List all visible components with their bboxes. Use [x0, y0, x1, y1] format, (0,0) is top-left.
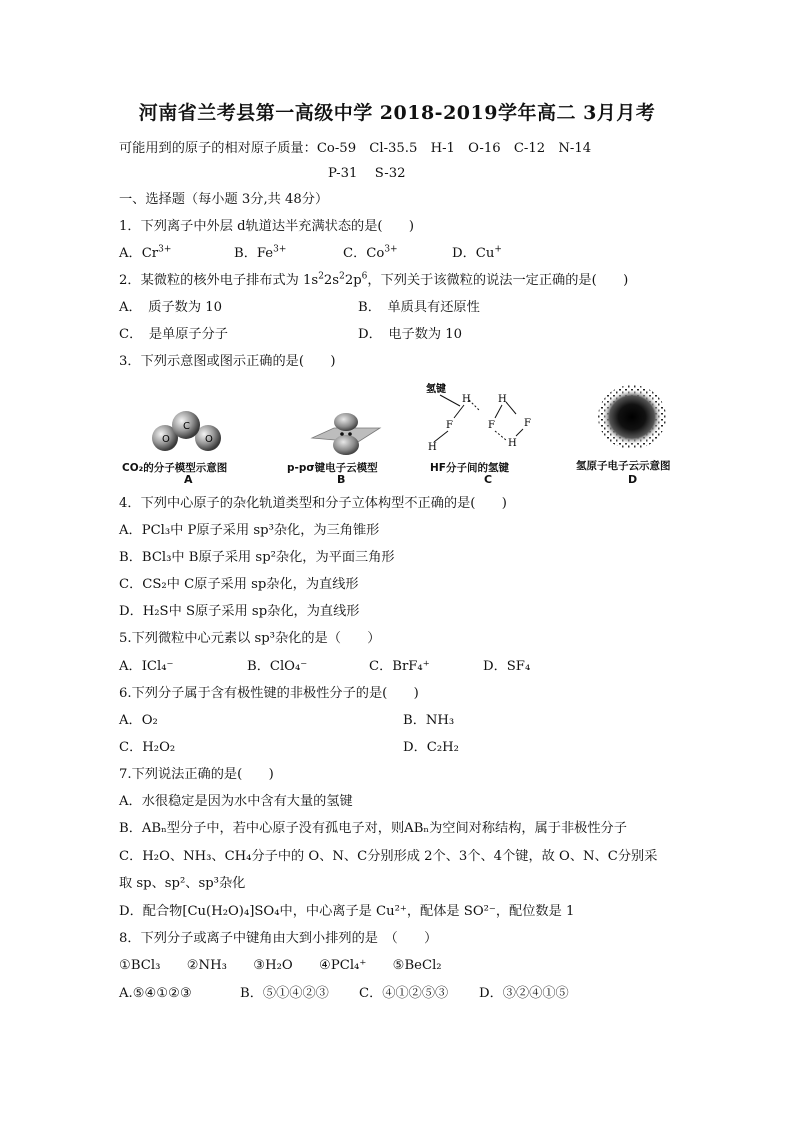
- q1-option-b: B．$Fe^{3+}$: [234, 244, 287, 261]
- q7-option-d: D．配合物[Cu(H₂O)₄]SO₄中，中心离子是 Cu²⁺，配体是 SO²⁻，配位数是 1: [119, 904, 575, 919]
- question-6-stem: 6.下列分子属于含有极性键的非极性分子的是( ): [119, 686, 419, 701]
- atom-f-left: F: [446, 420, 453, 431]
- figure-c-letter: C: [484, 473, 493, 486]
- q8-items: ①BCl₃ ②NH₃ ③H₂O ④PCl₄⁺ ⑤BeCl₂: [119, 958, 442, 973]
- hbond-2: [495, 431, 506, 440]
- atomic-masses-values-2: P-31 S-32: [328, 166, 406, 181]
- figure-a-caption: CO₂的分子模型示意图: [122, 462, 228, 474]
- atom-f-mid: F: [488, 420, 495, 431]
- p-p-sigma-figure: [306, 412, 386, 456]
- figure-b-caption: p-pσ键电子云模型: [287, 462, 378, 474]
- atom-label-o-left: O: [162, 434, 170, 445]
- question-2-stem: 2．某微粒的核外电子排布式为 $1s^22s^22p^6$，下列关于该微粒的说法一定正确的是( ): [119, 271, 629, 288]
- atom-h-top-left: H: [462, 394, 471, 405]
- q1-option-d: D．Cu+: [452, 244, 502, 261]
- q8-option-a: A.⑤④①②③: [119, 986, 192, 1001]
- hydrogen-bond-label: 氢键: [426, 384, 446, 395]
- atomic-masses-label: 可能用到的原子的相对原子质量：: [119, 141, 317, 156]
- q8-option-d: D．③②④①⑤: [479, 986, 569, 1001]
- label-pointer: [440, 395, 460, 406]
- lobe-bottom: [333, 435, 359, 455]
- q2-option-b: B． 单质具有还原性: [358, 300, 480, 315]
- electron-dot-1: [340, 432, 344, 436]
- q5-option-d: D．SF₄: [483, 659, 531, 674]
- atomic-masses-line1: [119, 140, 591, 158]
- atomic-masses-values-1: Co-59 Cl-35.5 H-1 O-16 C-12 N-14: [316, 141, 592, 156]
- atom-h-top-right: H: [498, 394, 507, 405]
- q4-option-d: D．H₂S中 S原子采用 sp杂化，为直线形: [119, 604, 360, 619]
- figure-a-letter: A: [184, 473, 193, 486]
- cloud-core: [602, 389, 662, 445]
- figure-d-caption: 氢原子电子云示意图: [576, 460, 671, 472]
- figure-d-letter: D: [628, 473, 638, 486]
- question-5-stem: 5.下列微粒中心元素以 sp³杂化的是（ ）: [119, 631, 381, 646]
- q7-option-c-line1: C．H₂O、NH₃、CH₄分子中的 O、N、C分别形成 2个、3个、4个键，故 O、N、C分别采: [119, 849, 658, 864]
- atom-label-o-right: O: [205, 434, 213, 445]
- question-4-stem: 4．下列中心原子的杂化轨道类型和分子立体构型不正确的是( ): [119, 496, 507, 511]
- q5-option-a: A．ICl₄⁻: [119, 659, 174, 674]
- figure-c-caption: HF分子间的氢键: [430, 462, 509, 474]
- atom-f-right: F: [524, 418, 531, 429]
- co2-model-figure: [148, 408, 228, 454]
- bond-4: [434, 431, 448, 442]
- q1-option-c: C．$Co^{3+}$: [343, 244, 398, 261]
- q2-option-c: C． 是单原子分子: [119, 327, 228, 342]
- q4-option-a: A．PCl₃中 P原子采用 sp³杂化，为三角锥形: [119, 523, 380, 538]
- figure-b-letter: B: [337, 473, 346, 486]
- atom-h-bottom-left: H: [428, 442, 437, 453]
- question-7-stem: 7.下列说法正确的是( ): [119, 767, 274, 782]
- bond-3: [506, 402, 516, 414]
- q8-option-c: C．④①②⑤③: [359, 986, 449, 1001]
- q5-option-b: B．ClO₄⁻: [247, 659, 308, 674]
- q1-option-a: A．$Cr^{3+}$: [119, 244, 172, 261]
- question-1-stem: 1．下列离子中外层 d轨道达半充满状态的是( ): [119, 219, 415, 234]
- q7-option-b: B．ABₙ型分子中，若中心原子没有孤电子对，则ABₙ为空间对称结构，属于非极性分子: [119, 821, 627, 836]
- atom-label-c: C: [183, 421, 190, 432]
- electron-dot-2: [348, 432, 352, 436]
- hf-hydrogen-bond-figure: [420, 380, 550, 456]
- page-title: 河南省兰考县第一高级中学 2018-2019学年高二 3月月考: [138, 102, 656, 124]
- question-3-stem: 3．下列示意图或图示正确的是( ): [119, 354, 336, 369]
- electron-cloud-figure: [594, 382, 670, 452]
- q2-option-d: D． 电子数为 10: [358, 327, 463, 342]
- lobe-top: [334, 413, 358, 431]
- q2-option-a: A． 质子数为 10: [119, 300, 223, 315]
- q8-option-b: B．⑤①④②③: [240, 986, 329, 1001]
- q7-option-a: A．水很稳定是因为水中含有大量的氢键: [119, 794, 353, 809]
- q4-option-b: B．BCl₃中 B原子采用 sp²杂化，为平面三角形: [119, 550, 395, 565]
- q4-option-c: C．CS₂中 C原子采用 sp杂化，为直线形: [119, 577, 359, 592]
- q7-option-c-line2: 取 sp、sp²、sp³杂化: [119, 876, 246, 891]
- question-8-stem: 8．下列分子或离子中键角由大到小排列的是 （ ）: [119, 931, 438, 946]
- atom-h-bottom-right: H: [508, 438, 517, 449]
- q6-option-b: B．NH₃: [403, 713, 455, 728]
- section-heading: 一、选择题（每小题 3分,共 48分）: [119, 192, 329, 207]
- bond-1: [454, 405, 464, 418]
- q6-option-d: D．C₂H₂: [403, 740, 459, 755]
- q5-option-c: C．BrF₄⁺: [369, 659, 430, 674]
- q6-option-c: C．H₂O₂: [119, 740, 176, 755]
- bond-2: [495, 405, 502, 418]
- q6-option-a: A．O₂: [119, 713, 158, 728]
- bond-5: [516, 429, 523, 436]
